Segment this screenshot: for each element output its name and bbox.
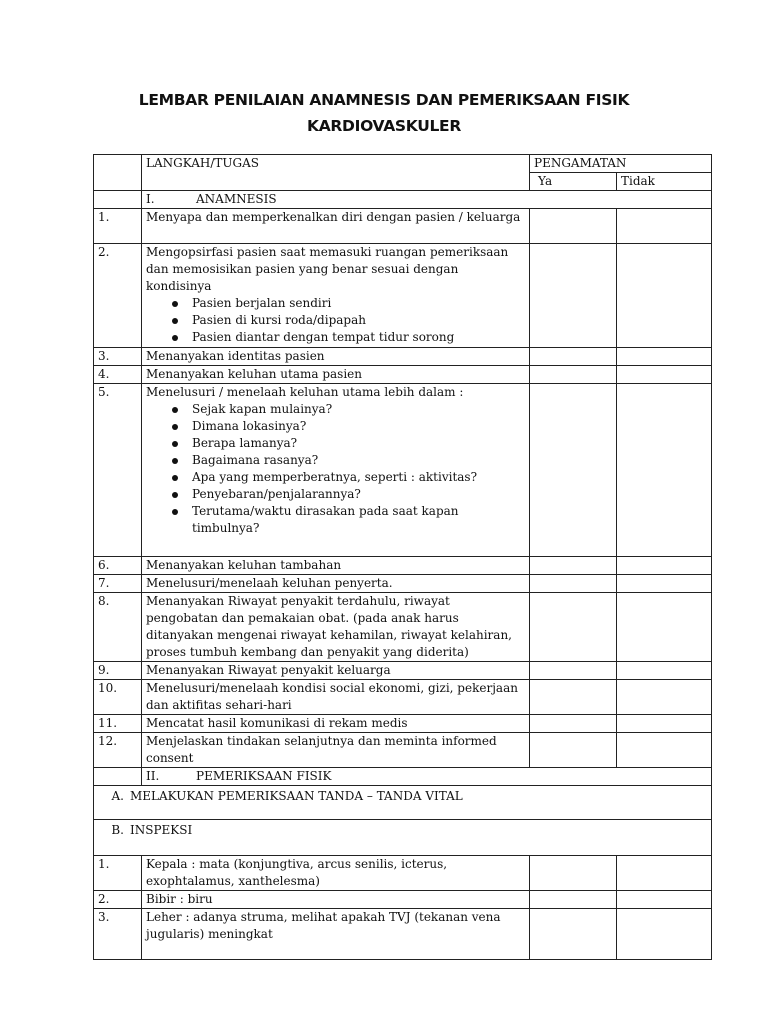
subsection-label: INSPEKSI (130, 823, 193, 837)
task-text: Menelusuri/menelaah keluhan penyerta. (146, 576, 393, 590)
row-number: 2. (94, 244, 142, 348)
subsection-label: MELAKUKAN PEMERIKSAAN TANDA – TANDA VITAL (130, 789, 463, 803)
subsection-row (94, 786, 712, 820)
task-text: Menelusuri / menelaah keluhan utama lebih dalam : (146, 385, 464, 399)
bullet-list (146, 295, 525, 346)
subsection-row (94, 820, 712, 856)
table-row (94, 384, 712, 557)
header-observation: PENGAMATAN (530, 155, 712, 173)
row-number: 2. (94, 891, 142, 909)
section-label: ANAMNESIS (196, 192, 277, 206)
row-number: 10. (94, 680, 142, 715)
task-text: Menyapa dan memperkenalkan diri dengan pasien / keluarga (146, 210, 521, 224)
row-number: 4. (94, 366, 142, 384)
section-label: PEMERIKSAAN FISIK (196, 769, 332, 783)
checkbox-ya[interactable] (530, 244, 617, 348)
checkbox-ya[interactable] (530, 856, 617, 891)
row-task (142, 662, 530, 680)
checkbox-ya[interactable] (530, 715, 617, 733)
checkbox-tidak[interactable] (617, 209, 712, 244)
list-item: Berapa lamanya? (146, 435, 525, 452)
table-row (94, 366, 712, 384)
list-item: Pasien diantar dengan tempat tidur sorong (146, 329, 525, 346)
table-row (94, 244, 712, 348)
table-row (94, 557, 712, 575)
checkbox-tidak[interactable] (617, 715, 712, 733)
row-number: 1. (94, 856, 142, 891)
task-text: Menelusuri/menelaah kondisi social ekonomi, gizi, pekerjaan dan aktifitas sehari-hari (146, 681, 518, 712)
row-task (142, 593, 530, 662)
task-text: Menjelaskan tindakan selanjutnya dan meminta informed consent (146, 734, 497, 765)
row-task (142, 715, 530, 733)
task-text: Menanyakan Riwayat penyakit keluarga (146, 663, 391, 677)
checkbox-ya[interactable] (530, 662, 617, 680)
checkbox-tidak[interactable] (617, 384, 712, 557)
list-item: Bagaimana rasanya? (146, 452, 525, 469)
section-anamnesis (142, 191, 712, 209)
bullet-list (146, 401, 525, 537)
checkbox-tidak[interactable] (617, 856, 712, 891)
row-task (142, 680, 530, 715)
header-yes: Ya (530, 173, 617, 191)
row-number: 1. (94, 209, 142, 244)
table-row (94, 209, 712, 244)
checkbox-tidak[interactable] (617, 244, 712, 348)
row-number: 3. (94, 348, 142, 366)
table-row (94, 891, 712, 909)
row-task (142, 209, 530, 244)
checkbox-ya[interactable] (530, 680, 617, 715)
checkbox-tidak[interactable] (617, 733, 712, 768)
row-task (142, 244, 530, 348)
checkbox-tidak[interactable] (617, 575, 712, 593)
checkbox-ya[interactable] (530, 733, 617, 768)
row-task (142, 557, 530, 575)
checkbox-ya[interactable] (530, 366, 617, 384)
subsection-sub_a (94, 786, 712, 820)
subsection-letter: B. (111, 823, 124, 837)
checkbox-tidak[interactable] (617, 348, 712, 366)
table-row (94, 593, 712, 662)
table-row (94, 348, 712, 366)
task-text: Mencatat hasil komunikasi di rekam medis (146, 716, 408, 730)
table-row (94, 733, 712, 768)
row-task (142, 575, 530, 593)
section-number-cell (94, 191, 142, 209)
checkbox-ya[interactable] (530, 209, 617, 244)
checkbox-tidak[interactable] (617, 557, 712, 575)
checkbox-tidak[interactable] (617, 662, 712, 680)
checkbox-ya[interactable] (530, 348, 617, 366)
header-no: Tidak (617, 173, 712, 191)
row-task: Leher : adanya struma, melihat apakah TVJ (tekanan vena jugularis) meningkat (142, 909, 530, 960)
checkbox-ya[interactable] (530, 909, 617, 960)
checkbox-tidak[interactable] (617, 680, 712, 715)
row-task (142, 384, 530, 557)
header-number-cell (94, 155, 142, 191)
row-task (142, 733, 530, 768)
row-number: 5. (94, 384, 142, 557)
row-task (142, 366, 530, 384)
task-text: Menanyakan identitas pasien (146, 349, 325, 363)
assessment-table (93, 154, 712, 960)
row-task (142, 348, 530, 366)
list-item: Sejak kapan mulainya? (146, 401, 525, 418)
list-item: Pasien di kursi roda/dipapah (146, 312, 525, 329)
table-row (94, 856, 712, 891)
task-text: Menanyakan keluhan tambahan (146, 558, 342, 572)
subsection-letter: A. (111, 789, 124, 803)
section-physical-exam (142, 768, 712, 786)
checkbox-ya[interactable] (530, 384, 617, 557)
task-text: Menanyakan keluhan utama pasien (146, 367, 362, 381)
table-row (94, 909, 712, 960)
section-row (94, 191, 712, 209)
list-item: Penyebaran/penjalarannya? (146, 486, 525, 503)
header-row (94, 155, 712, 173)
row-number: 11. (94, 715, 142, 733)
checkbox-tidak[interactable] (617, 593, 712, 662)
checkbox-ya[interactable] (530, 593, 617, 662)
list-item: Pasien berjalan sendiri (146, 295, 525, 312)
subsection-sub_b (94, 820, 712, 856)
list-item: Dimana lokasinya? (146, 418, 525, 435)
list-item: Terutama/waktu dirasakan pada saat kapan timbulnya? (146, 503, 525, 537)
row-number: 3. (94, 909, 142, 960)
section-number: II. (146, 769, 160, 783)
row-number: 6. (94, 557, 142, 575)
row-number: 12. (94, 733, 142, 768)
task-text: Menanyakan Riwayat penyakit terdahulu, riwayat pengobatan dan pemakaian obat. (pada anak harus ditanyakan mengenai riwayat kehamilan, riwayat kelahiran, proses tumbuh kembang dan penyakit yang diderita) (146, 594, 512, 659)
table-row (94, 662, 712, 680)
checkbox-ya[interactable] (530, 575, 617, 593)
section-number: I. (146, 192, 155, 206)
row-number: 8. (94, 593, 142, 662)
table-row (94, 715, 712, 733)
table-row (94, 575, 712, 593)
table-row (94, 680, 712, 715)
task-text: Mengopsirfasi pasien saat memasuki ruangan pemeriksaan dan memosisikan pasien yang benar sesuai dengan kondisinya (146, 245, 509, 293)
checkbox-ya[interactable] (530, 557, 617, 575)
document-subtitle: KARDIOVASKULER (307, 117, 461, 135)
checkbox-ya[interactable] (530, 891, 617, 909)
row-number: 9. (94, 662, 142, 680)
row-task: Kepala : mata (konjungtiva, arcus senilis, icterus, exophtalamus, xanthelesma) (142, 856, 530, 891)
section-number-cell (94, 768, 142, 786)
row-number: 7. (94, 575, 142, 593)
list-item: Apa yang memperberatnya, seperti : aktivitas? (146, 469, 525, 486)
row-task: Bibir : biru (142, 891, 530, 909)
checkbox-tidak[interactable] (617, 366, 712, 384)
header-step: LANGKAH/TUGAS (142, 155, 530, 191)
checkbox-tidak[interactable] (617, 891, 712, 909)
section-row (94, 768, 712, 786)
checkbox-tidak[interactable] (617, 909, 712, 960)
document-title: LEMBAR PENILAIAN ANAMNESIS DAN PEMERIKSAAN FISIK (138, 91, 630, 109)
